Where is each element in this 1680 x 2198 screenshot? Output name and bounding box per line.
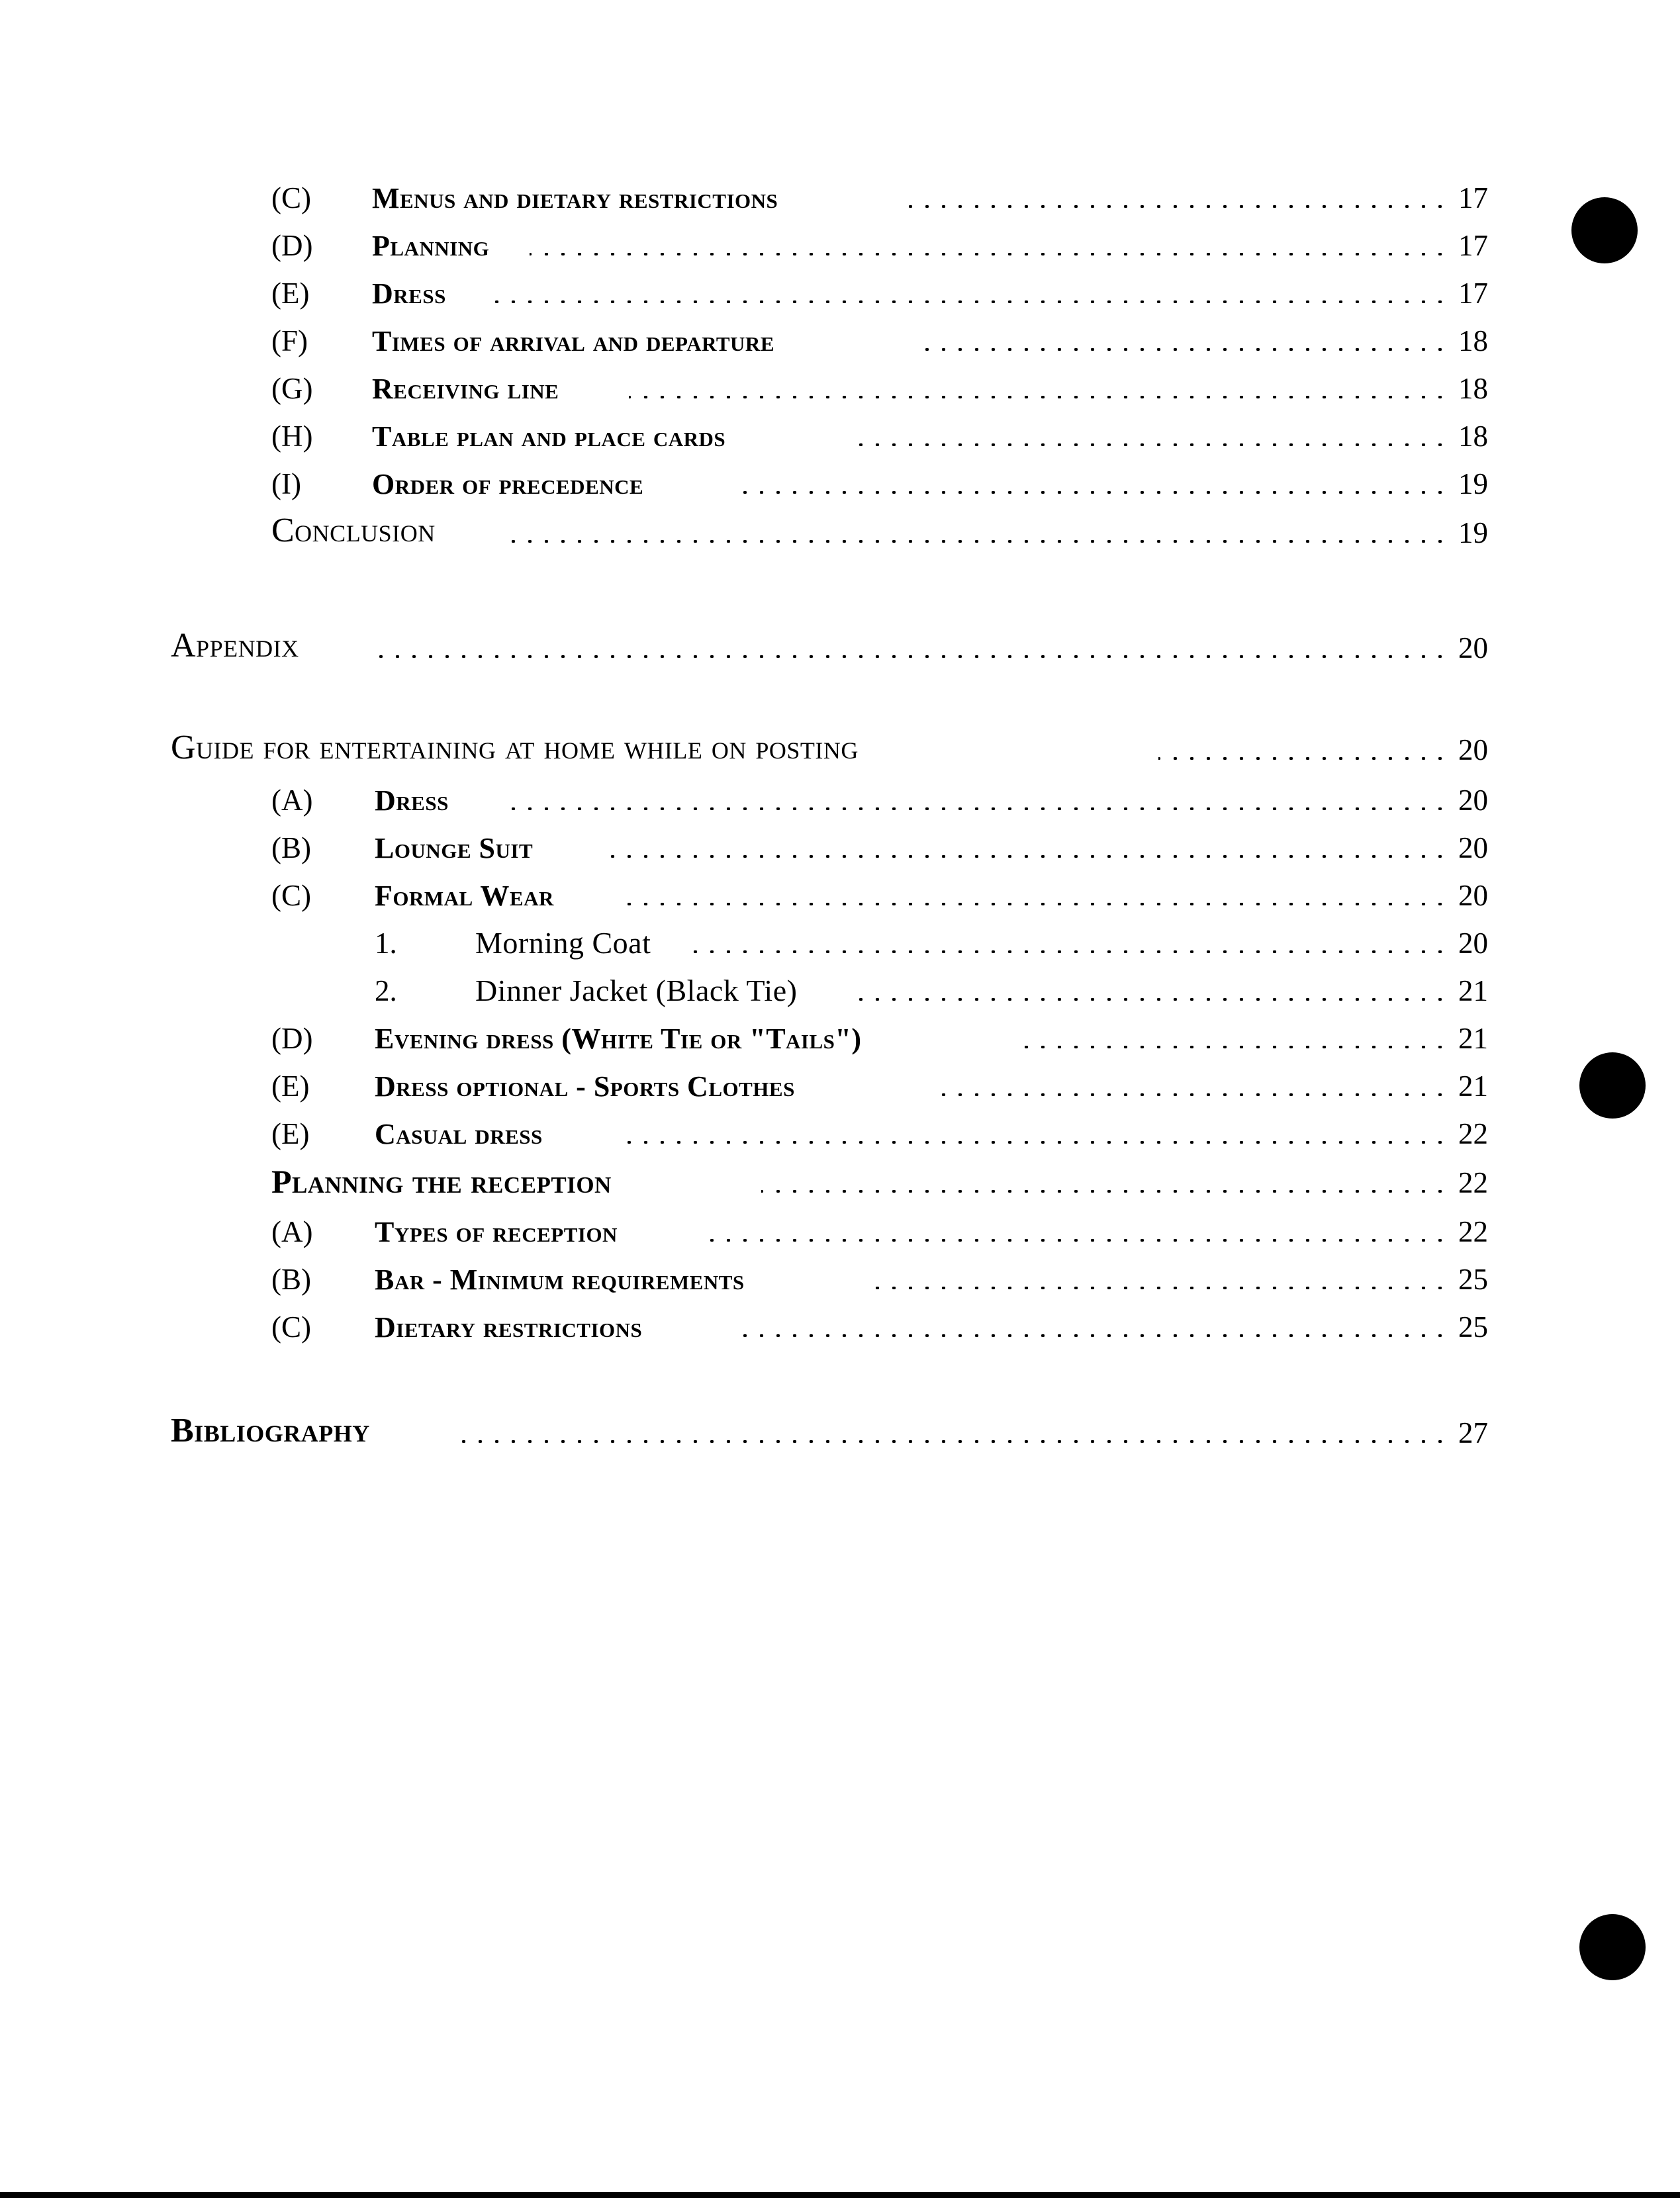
toc-entry-page: 20: [1458, 631, 1488, 664]
toc-entry: [0, 825, 1680, 867]
toc-entry-label: (G): [271, 372, 313, 405]
toc-entry-page: 18: [1458, 420, 1488, 453]
dot-leader: [616, 903, 1448, 905]
toc-entry-title: Formal Wear: [375, 880, 554, 912]
toc-entry: [0, 270, 1680, 312]
dot-leader: [847, 998, 1448, 1001]
toc-entry-page: 25: [1458, 1263, 1488, 1296]
toc-entry-title: Dietary restrictions: [375, 1311, 643, 1344]
toc-entry-label: (C): [271, 879, 311, 912]
toc-entry: [0, 413, 1680, 455]
toc-entry: [0, 625, 1680, 667]
toc-entry: [0, 222, 1680, 265]
toc-entry: [0, 1410, 1680, 1452]
dot-leader: [735, 1334, 1448, 1337]
toc-entry-label: (B): [271, 1263, 311, 1296]
toc-entry: [0, 1304, 1680, 1346]
toc-entry-page: 19: [1458, 467, 1488, 500]
toc-entry-label: (H): [271, 420, 313, 453]
toc-entry-page: 20: [1458, 784, 1488, 817]
dot-leader: [682, 950, 1448, 953]
binder-hole-bottom: [1579, 1914, 1646, 1980]
page-bottom-edge: [0, 2192, 1680, 2198]
toc-entry-label: (D): [271, 229, 313, 262]
binder-hole-middle: [1579, 1052, 1646, 1119]
toc-entry-page: 22: [1458, 1215, 1488, 1248]
dot-leader: [708, 1239, 1448, 1242]
dot-leader: [867, 1287, 1448, 1289]
toc-entry: [0, 461, 1680, 503]
dot-leader: [629, 396, 1448, 398]
toc-entry-title: Menus and dietary restrictions: [372, 182, 778, 214]
toc-entry-label: (C): [271, 181, 311, 214]
dot-leader: [1013, 1046, 1448, 1048]
dot-leader: [940, 1093, 1448, 1096]
toc-entry-page: 18: [1458, 324, 1488, 357]
toc-entry-label: (F): [271, 324, 308, 357]
dot-leader: [530, 253, 1448, 255]
toc-entry-page: 18: [1458, 372, 1488, 405]
toc-entry-label: (I): [271, 467, 301, 500]
toc-entry: [0, 365, 1680, 408]
toc-entry-title: Dress: [372, 277, 446, 310]
toc-entry: [0, 968, 1680, 1010]
toc-entry-title: Evening dress (White Tie or "Tails"): [375, 1023, 862, 1055]
dot-leader: [457, 1440, 1448, 1443]
toc-entry-label: (A): [271, 784, 313, 817]
dot-leader: [1158, 757, 1448, 760]
toc-entry: [0, 1209, 1680, 1251]
toc-entry-title: Casual dress: [375, 1118, 543, 1150]
toc-entry: [0, 777, 1680, 819]
toc-entry-page: 20: [1458, 733, 1488, 766]
toc-entry: [0, 510, 1680, 552]
toc-entry-label: 2.: [375, 974, 397, 1007]
toc-entry: [0, 318, 1680, 360]
dot-leader: [913, 348, 1448, 351]
dot-leader: [735, 491, 1448, 494]
toc-entry-title: Appendix: [171, 627, 299, 664]
toc-entry: [0, 920, 1680, 962]
toc-entry-page: 17: [1458, 277, 1488, 310]
toc-entry-page: 20: [1458, 927, 1488, 960]
toc-entry-page: 22: [1458, 1166, 1488, 1199]
toc-entry: [0, 175, 1680, 217]
toc-entry-page: 21: [1458, 1022, 1488, 1055]
toc-entry-label: (E): [271, 277, 310, 310]
dot-leader: [907, 205, 1448, 208]
toc-entry-label: (B): [271, 831, 311, 864]
toc-entry-title: Morning Coat: [475, 926, 651, 960]
dot-leader: [847, 443, 1448, 446]
toc-entry-page: 25: [1458, 1310, 1488, 1344]
toc-entry-title: Order of precedence: [372, 468, 644, 500]
toc-entry-title: Planning: [372, 230, 490, 262]
toc-entry: [0, 1015, 1680, 1058]
dot-leader: [510, 540, 1448, 543]
binder-hole-top: [1571, 197, 1638, 263]
toc-entry-title: Times of arrival and departure: [372, 325, 774, 357]
toc-entry-page: 21: [1458, 974, 1488, 1007]
toc-entry-page: 17: [1458, 229, 1488, 262]
toc-entry-title: Dinner Jacket (Black Tie): [475, 974, 798, 1007]
toc-entry-title: Lounge Suit: [375, 832, 534, 864]
toc-entry-page: 19: [1458, 516, 1488, 549]
toc-entry-label: (C): [271, 1310, 311, 1344]
toc-entry-title: Bar - Minimum requirements: [375, 1263, 745, 1296]
toc-entry-page: 21: [1458, 1070, 1488, 1103]
toc-entry-title: Planning the reception: [271, 1163, 612, 1200]
toc-entry: [0, 727, 1680, 769]
dot-leader: [490, 300, 1448, 303]
toc-entry-page: 20: [1458, 879, 1488, 912]
toc-entry-page: 27: [1458, 1416, 1488, 1449]
toc-entry-label: (E): [271, 1117, 310, 1150]
toc-entry-title: Guide for entertaining at home while on posting: [171, 729, 859, 766]
toc-entry-title: Table plan and place cards: [372, 420, 726, 453]
toc-entry: [0, 1256, 1680, 1299]
toc-entry-page: 22: [1458, 1117, 1488, 1150]
toc-entry-label: (A): [271, 1215, 313, 1248]
dot-leader: [761, 1190, 1448, 1193]
toc-entry-label: (D): [271, 1022, 313, 1055]
toc-entry-title: Dress: [375, 784, 449, 817]
toc-entry-label: (E): [271, 1070, 310, 1103]
toc-entry-title: Dress optional - Sports Clothes: [375, 1070, 795, 1103]
toc-entry-label: 1.: [375, 927, 397, 960]
dot-leader: [500, 807, 1448, 810]
toc-entry-title: Types of reception: [375, 1216, 618, 1248]
toc-entry: [0, 1111, 1680, 1153]
toc-entry-page: 17: [1458, 181, 1488, 214]
dot-leader: [371, 655, 1448, 658]
dot-leader: [616, 1141, 1448, 1144]
toc-entry-page: 20: [1458, 831, 1488, 864]
toc-entry-title: Bibliography: [171, 1412, 370, 1449]
toc-entry: [0, 1063, 1680, 1105]
toc-entry: [0, 872, 1680, 915]
toc-entry-title: Conclusion: [271, 512, 436, 549]
toc-entry: [0, 1160, 1680, 1202]
dot-leader: [599, 855, 1448, 858]
toc-entry-title: Receiving line: [372, 373, 559, 405]
